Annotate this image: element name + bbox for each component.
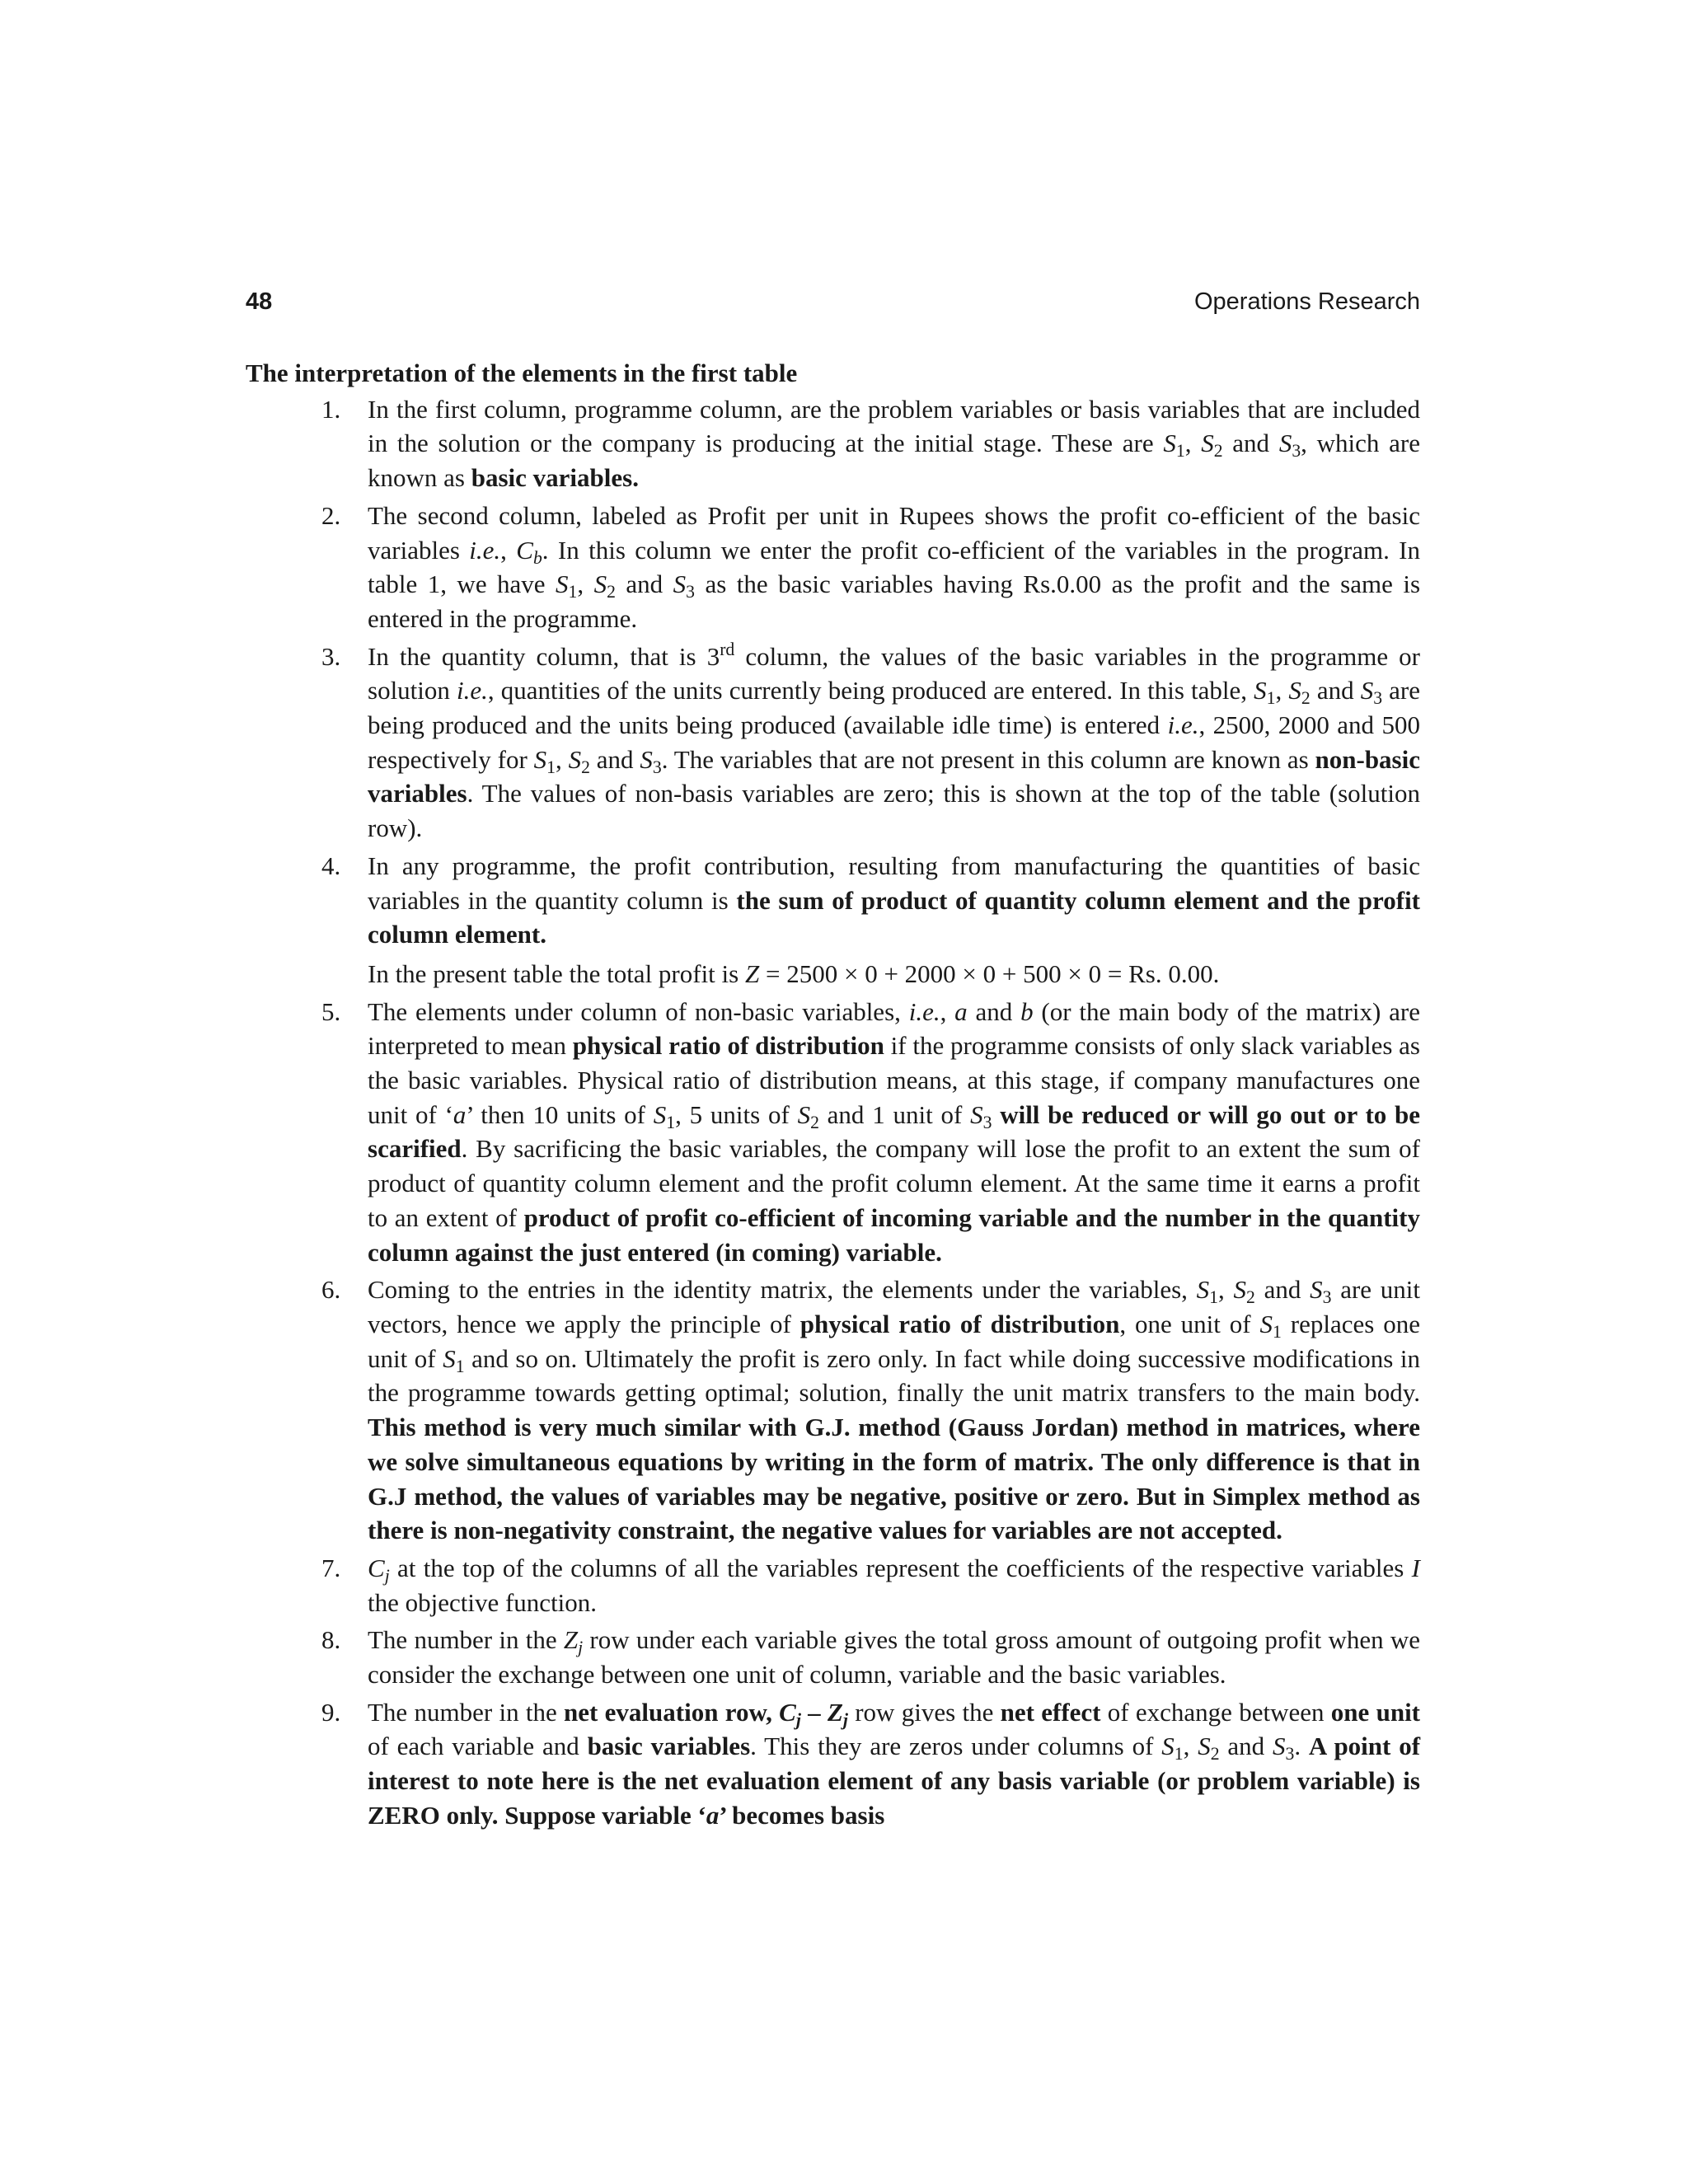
item-number: 1. (321, 394, 341, 424)
list-item-4 (246, 849, 1420, 991)
item-number: 8. (321, 1625, 341, 1655)
page-number: 48 (246, 288, 273, 315)
item-number: 4. (321, 851, 341, 880)
list-item-8 (246, 1623, 1420, 1691)
item-text: In the first column, programme column, are the problem variables or basis variables that are included in the solution or the company is producing at the initial stage. These are $S_1$, $S_2$ and $S_3$, which are known as basic variables. (368, 394, 1421, 493)
item-number: 5. (321, 996, 341, 1026)
interpretation-list (246, 392, 1420, 1833)
item-number: 3. (321, 641, 341, 671)
list-item-1 (246, 392, 1420, 495)
item-text: The number in the net evaluation row, $C_j - Z_j$ row gives the net effect of exchange between one unit of each variable and basic variables. This they are zeros under columns of $S_1$, $S_2$ and $S_3$. A point of interest to note here is the net evaluation element of any basis variable (or problem variable) is ZERO only. Suppose variable ‘a’ becomes basis (368, 1697, 1421, 1830)
item-text: The elements under column of non-basic variables, i.e., a and b (or the main body of the matrix) are interpreted to mean physical ratio of distribution if the programme consists of only slack variables as the basic variables. Physical ratio of distribution means, at this stage, if company manufactures one unit of ‘a’ then 10 units of $S_1$, 5 units of $S_2$ and 1 unit of $S_3$ will be reduced or will go out or to be scarified. By sacrificing the basic variables, the company will lose the profit to an extent the sum of product of quantity column element and the profit column element. At the same time it earns a profit to an extent of product of profit co-efficient of incoming variable and the number in the quantity column against the just entered (in coming) variable. (368, 996, 1421, 1267)
item-text: The second column, labeled as Profit per unit in Rupees shows the profit co-efficient of the basic variables i.e., $C_b$. In this column we enter the profit co-efficient of the variables in the program. In table 1, we have $S_1$, $S_2$ and $S_3$ as the basic variables having Rs.0.00 as the profit and the same is entered in the programme. (368, 500, 1421, 633)
list-item-9 (246, 1695, 1420, 1833)
item-text: The number in the $Z_j$ row under each variable gives the total gross amount of outgoing profit when we consider the exchange between one unit of column, variable and the basic variables. (368, 1625, 1420, 1690)
list-item-6 (246, 1272, 1420, 1548)
list-item-5 (246, 995, 1420, 1270)
item-text: In the quantity column, that is 3rd column, the values of the basic variables in the programme or solution i.e., quantities of the units currently being produced are entered. In this table, $S_1$, $S_2$ and $S_3$ are being produced and the units being produced (available idle time) is entered i.e., 2500, 2000 and 500 respectively for $S_1$, $S_2$ and $S_3$. The variables that are not present in this column are known as non-basic variables. The values of non-basis variables are zero; this is shown at the top of the table (solution row). (368, 639, 1421, 843)
total-profit-equation: In the present table the total profit is Z = 2500 × 0 + 2000 × 0 + 500 × 0 = Rs. 0.00. (368, 958, 1220, 988)
item-number: 2. (321, 500, 341, 530)
item-text: Coming to the entries in the identity matrix, the elements under the variables, $S_1$, $S_2$ and $S_3$ are unit vectors, hence we apply the principle of physical ratio of distribution, one unit of $S_1$ replaces one unit of $S_1$ and so on. Ultimately the profit is zero only. In fact while doing successive modifications in the programme towards getting optimal; solution, finally the unit matrix transfers to the main body. This method is very much similar with G.J. method (Gauss Jordan) method in matrices, where we solve simultaneous equations by writing in the form of matrix. The only difference is that in G.J method, the values of variables may be negative, positive or zero. But in Simplex method as there is non-negativity constraint, the negative values for variables are not accepted. (368, 1275, 1421, 1545)
book-title: Operations Research (1193, 288, 1420, 315)
item-text: In any programme, the profit contribution, resulting from manufacturing the quantities of basic variables in the quantity column is the sum of product of quantity column element and the profit column element. (368, 851, 1421, 949)
section-title: The interpretation of the elements in the first table (246, 359, 798, 387)
item-number: 9. (321, 1697, 341, 1727)
item-number: 6. (321, 1275, 341, 1305)
list-item-2 (246, 499, 1420, 636)
page-body (246, 356, 1420, 1836)
item-number: 7. (321, 1553, 341, 1582)
running-head (246, 288, 1420, 321)
item-text: $C_j$ at the top of the columns of all the variables represent the coefficients of the respective variables I the objective function. (368, 1553, 1420, 1617)
list-item-7 (246, 1551, 1420, 1619)
list-item-3 (246, 640, 1420, 846)
